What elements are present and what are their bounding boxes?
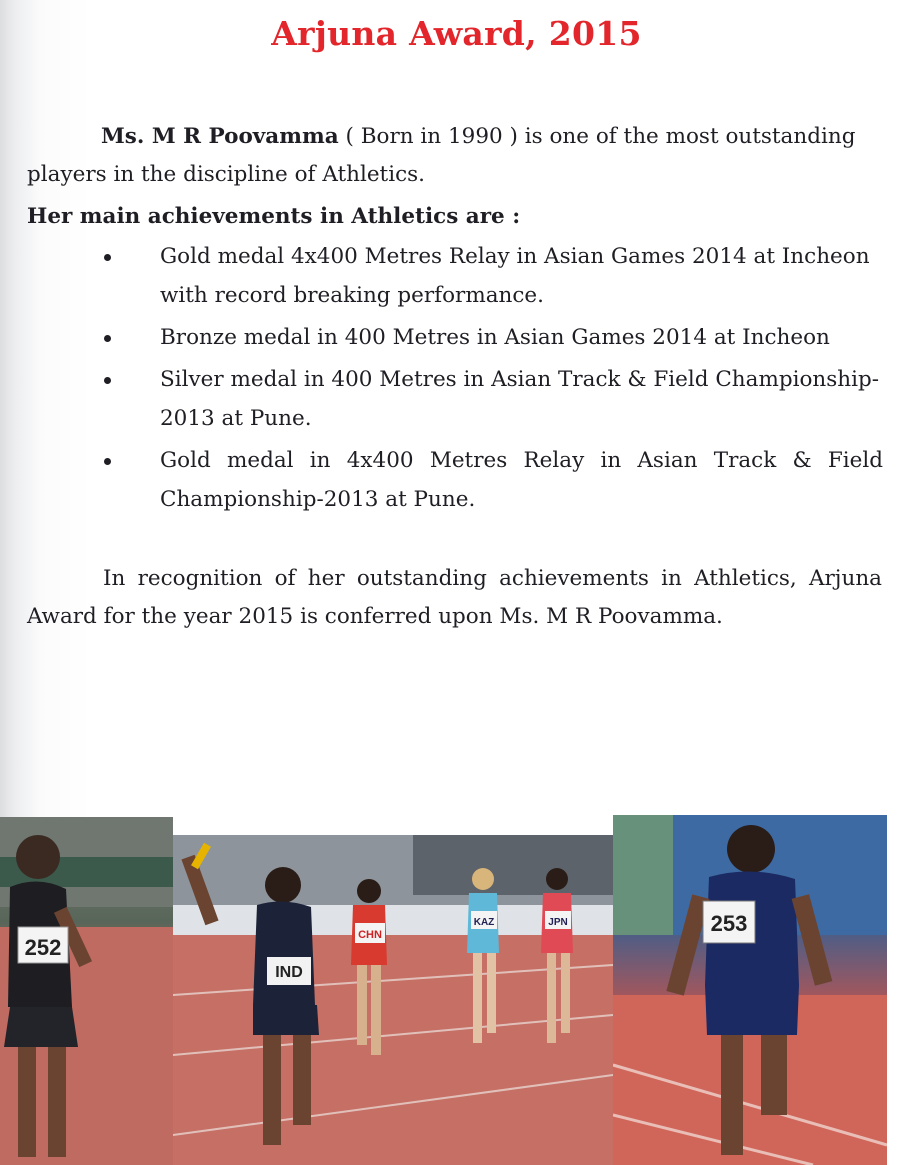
page-title: Arjuna Award, 2015 [271,14,642,53]
achievement-text: Bronze medal in 400 Metres in Asian Games 2014 at Incheon [160,325,830,350]
intro-paragraph [27,118,882,194]
photo-collage [0,815,887,1165]
achievement-text: Silver medal in 400 Metres in Asian Track & Field Championship-2013 at Pune. [160,367,880,431]
bullet-icon [104,458,111,465]
athlete-photo-center [173,835,613,1165]
athlete-photo-right [613,815,887,1165]
achievement-text: Gold medal in 4x400 Metres Relay in Asian Track & Field Championship-2013 at Pune. [160,448,883,512]
achievements-list [100,237,883,522]
list-item [100,441,883,519]
bib-chn: CHN [358,929,382,941]
bib-jpn: JPN [548,917,568,928]
bib-ind: IND [275,964,303,981]
bib-number-right: 253 [710,911,748,936]
bullet-icon [104,335,111,342]
list-item [100,237,883,315]
achievement-text: Gold medal 4x400 Metres Relay in Asian Games 2014 at Incheon with record breaking performance. [160,244,870,308]
bib-kaz: KAZ [473,917,495,928]
intro-text: ( Born in 1990 ) is one of the most outstanding players in the discipline of Athletics. [27,124,856,187]
achievements-heading: Her main achievements in Athletics are : [27,204,521,229]
list-item [100,360,883,438]
closing-paragraph: In recognition of her outstanding achievements in Athletics, Arjuna Award for the year 2015 is conferred upon Ms. M R Poovamma. [27,566,882,629]
bullet-icon [104,377,111,384]
bullet-icon [104,254,111,261]
list-item [100,318,883,357]
athlete-photo-left [0,817,173,1165]
bib-number-left: 252 [24,935,62,960]
athlete-name: Ms. M R Poovamma [101,124,339,149]
